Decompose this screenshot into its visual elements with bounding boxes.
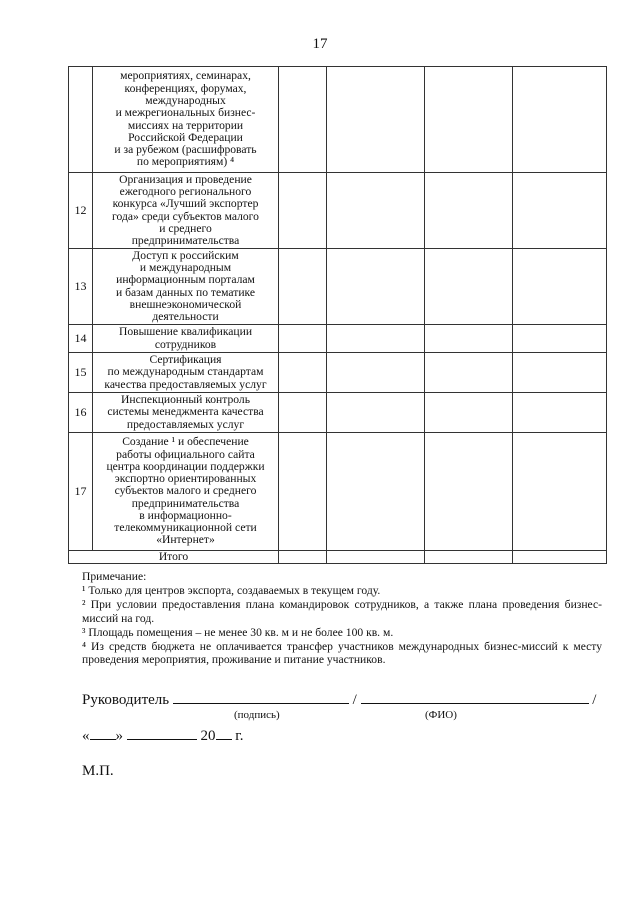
table-row bbox=[69, 173, 607, 249]
table-cell bbox=[513, 249, 607, 325]
table-row bbox=[69, 67, 607, 173]
name-caption: (ФИО) bbox=[425, 709, 457, 721]
signature-row bbox=[82, 689, 596, 709]
table-cell bbox=[513, 67, 607, 173]
row-number: 15 bbox=[69, 353, 93, 393]
table-cell bbox=[425, 353, 513, 393]
table-cell bbox=[279, 393, 327, 433]
total-row bbox=[69, 551, 607, 564]
footnote-1: ¹ Только для центров экспорта, создаваемых в текущем году. bbox=[82, 583, 381, 597]
table-cell bbox=[279, 551, 327, 564]
table-row bbox=[69, 433, 607, 551]
row-description: Организация и проведение ежегодного регионального конкурса «Лучший экспортер года» среди субъектов малого и среднего предпринимательства bbox=[93, 173, 279, 249]
table-cell bbox=[279, 325, 327, 353]
notes-section bbox=[82, 570, 602, 667]
footnote-2: ² При условии предоставления плана командировок сотрудников, а также плана проведения бизнес-миссий на год. bbox=[82, 597, 602, 625]
table-cell bbox=[513, 551, 607, 564]
day-line bbox=[90, 725, 116, 740]
table-cell bbox=[327, 325, 425, 353]
date-close-quote: » bbox=[115, 728, 123, 744]
name-line bbox=[361, 689, 589, 704]
table-cell bbox=[327, 353, 425, 393]
row-description: Создание ¹ и обеспечение работы официального сайта центра координации поддержки экспортно ориентированных субъектов малого и среднего предпринимательства в информационно- телекоммуникационной сети «Интернет» bbox=[93, 433, 279, 551]
table-cell bbox=[327, 433, 425, 551]
footnote-4: ⁴ Из средств бюджета не оплачивается трансфер участников международных бизнес-миссий к месту проведения мероприятия, проживание и питание участников. bbox=[82, 639, 602, 667]
row-description: Доступ к российским и международным информационным порталам и базам данных по тематике внешнеэкономической деятельности bbox=[93, 249, 279, 325]
footnote-3: ³ Площадь помещения – не менее 30 кв. м и не более 100 кв. м. bbox=[82, 625, 394, 639]
table-cell bbox=[327, 551, 425, 564]
signature-caption: (подпись) bbox=[234, 709, 280, 721]
table-cell bbox=[513, 173, 607, 249]
table-cell bbox=[425, 393, 513, 433]
notes-heading: Примечание: bbox=[82, 570, 147, 583]
row-description: Повышение квалификации сотрудников bbox=[93, 325, 279, 353]
table-cell bbox=[425, 67, 513, 173]
table-cell bbox=[425, 433, 513, 551]
year-prefix: 20 bbox=[200, 728, 216, 744]
table-cell bbox=[513, 353, 607, 393]
stamp-label: М.П. bbox=[82, 763, 114, 779]
page-number: 17 bbox=[312, 36, 328, 52]
table-cell bbox=[513, 325, 607, 353]
year-suffix: г. bbox=[235, 728, 244, 744]
table-cell bbox=[425, 551, 513, 564]
row-description: мероприятиях, семинарах, конференциях, форумах, международных и межрегиональных бизнес- миссиях на территории Российской Федерации и за рубежом (расшифровать по мероприятиям) ⁴ bbox=[93, 67, 279, 173]
table-row bbox=[69, 325, 607, 353]
table-cell bbox=[327, 67, 425, 173]
table-cell bbox=[425, 325, 513, 353]
table-cell bbox=[513, 393, 607, 433]
signature-slash: / bbox=[352, 692, 357, 708]
table-cell bbox=[425, 249, 513, 325]
year-line bbox=[216, 725, 232, 740]
signature-label: Руководитель bbox=[82, 692, 170, 708]
table-row bbox=[69, 353, 607, 393]
table-cell bbox=[279, 353, 327, 393]
table-cell bbox=[327, 393, 425, 433]
table-cell bbox=[327, 249, 425, 325]
signature-line bbox=[173, 689, 349, 704]
table-cell bbox=[425, 173, 513, 249]
table-cell bbox=[279, 173, 327, 249]
date-row bbox=[82, 725, 243, 745]
row-number: 16 bbox=[69, 393, 93, 433]
total-label: Итого bbox=[69, 551, 279, 564]
table-row bbox=[69, 393, 607, 433]
table-cell bbox=[279, 249, 327, 325]
month-line bbox=[127, 725, 197, 740]
table-cell bbox=[279, 433, 327, 551]
table-row bbox=[69, 249, 607, 325]
row-description: Инспекционный контроль системы менеджмента качества предоставляемых услуг bbox=[93, 393, 279, 433]
date-open-quote: « bbox=[82, 728, 90, 744]
name-slash: / bbox=[592, 692, 597, 708]
row-number: 13 bbox=[69, 249, 93, 325]
cost-table bbox=[68, 66, 607, 564]
table-cell bbox=[279, 67, 327, 173]
table-cell bbox=[513, 433, 607, 551]
row-number bbox=[69, 67, 93, 173]
row-number: 12 bbox=[69, 173, 93, 249]
row-description: Сертификация по международным стандартам качества предоставляемых услуг bbox=[93, 353, 279, 393]
row-number: 14 bbox=[69, 325, 93, 353]
row-number: 17 bbox=[69, 433, 93, 551]
table-cell bbox=[327, 173, 425, 249]
